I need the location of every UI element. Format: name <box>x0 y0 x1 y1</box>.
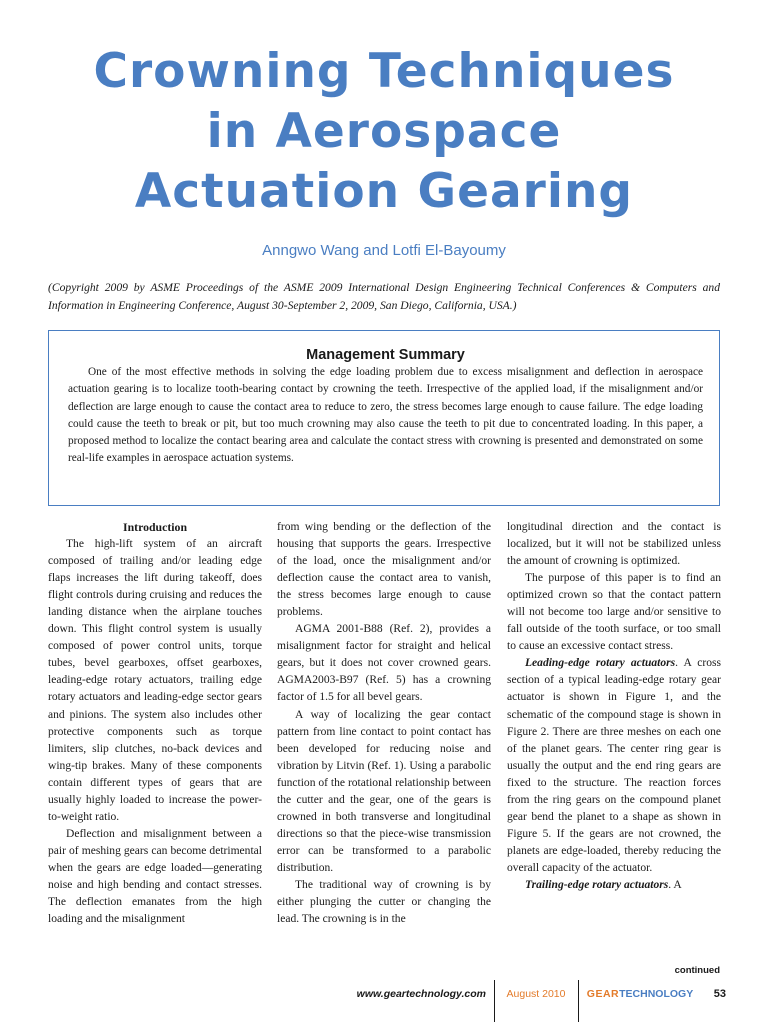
continued-label: continued <box>674 965 720 976</box>
article-authors: Anngwo Wang and Lotfi El-Bayoumy <box>262 242 506 259</box>
title-line: in Aerospace <box>206 104 562 159</box>
footer-divider <box>578 980 579 1022</box>
paragraph: AGMA 2001-B88 (Ref. 2), provides a misalignment factor for straight and helical gears, but it does not cover crowned gears. AGMA2003-B97 (Ref. 5) has a crowning factor of 1.5 for all bevel gears. <box>277 623 491 704</box>
copyright-note: (Copyright 2009 by ASME Proceedings of the ASME 2009 International Design Engineering Technical Conferences & Computers and Information in Engineering Conference, August 30-September 2, 2009, San Diego, California, USA.) <box>48 281 720 312</box>
paragraph-text: . A <box>668 878 682 891</box>
paragraph-text: . A cross section of a typical leading-edge rotary gear actuator is shown in Figure 1, and the schematic of the compound stage is shown in Figure 2. There are three meshes on each one of the planet gears. The center ring gear is usually the output and the end ring gears are fixed to the structure. The reaction forces from the ring gears on the compound planet gear bend the planet to a shape as shown in Figure 5. If the gears are not crowned, the planets are edge-loaded, thereby reducing the overall capacity of the actuator. <box>507 657 721 874</box>
title-line: Crowning Techniques <box>93 44 675 99</box>
paragraph: The traditional way of crowning is by either plunging the cutter or changing the lead. The crowning is in the <box>277 878 491 926</box>
footer-issue-date: August 2010 <box>506 988 566 1000</box>
paragraph: from wing bending or the deflection of the housing that supports the gears. Irrespective of the load, once the misalignment and/or deflection cause the contact area to vanish, the stress becomes large enough to cause problems. <box>277 521 491 619</box>
run-in-heading-trailing-edge: Trailing-edge rotary actuators <box>525 878 669 891</box>
section-heading-introduction: Introduction <box>122 520 188 534</box>
paragraph: Deflection and misalignment between a pair of meshing gears can become detrimental when the gears are edge loaded—generating noise and high bending and contact stresses. The deflection emanates from the high loading and the misalignment <box>48 827 262 926</box>
article-title <box>0 42 768 222</box>
paragraph: A way of localizing the gear contact pattern from line contact to point contact has been developed for reducing noise and vibration by Litvin (Ref. 1). Using a parabolic function of the rotational relationship between the cutter and the gear, one of the gears is crowned in both transverse and longitudinal directions so that the piece-wise transmission error can be transformed to a parabolic distribution. <box>277 708 491 874</box>
paragraph-leading-edge <box>507 655 721 877</box>
page-number: 53 <box>713 988 726 1000</box>
footer-website-link[interactable]: www.geartechnology.com <box>356 988 486 1000</box>
logo-gear-text: GEAR <box>586 988 620 1000</box>
management-summary-box <box>48 330 720 506</box>
paragraph: longitudinal direction and the contact is localized, but it will not be stabilized unless the amount of crowning is optimized. <box>507 521 721 568</box>
paragraph: The purpose of this paper is to find an optimized crown so that the contact pattern will not become too large and/or sensitive to fall outside of the tooth surface, or too small to cause an excessive contact stress. <box>507 572 721 653</box>
paragraph: The high-lift system of an aircraft composed of trailing and/or leading edge flaps increases the lift during takeoff, does flight controls during cruising and reduces the landing distance when the airplane touches down. This flight control system is usually composed of power control units, torque tubes, bevel gearboxes, offset gearboxes, leading-edge rotary actuators, trailing edge rotary actuators and leading-edge sector gears and pinions. The system also includes other protective components such as torque limiters, slip clutches, no-back devices and wing-tip brakes. Many of these components contain different types of gears that are usually highly loaded to increase the power-to-weight ratio. <box>48 538 262 823</box>
logo-technology-text: TECHNOLOGY <box>619 988 694 1000</box>
footer-magazine-logo <box>585 988 695 1000</box>
body-column-2 <box>277 519 491 928</box>
title-line: Actuation Gearing <box>134 164 634 219</box>
footer-divider <box>494 980 495 1022</box>
body-column-1 <box>48 519 262 928</box>
body-column-3 <box>507 519 721 894</box>
summary-title: Management Summary <box>306 347 465 363</box>
summary-text: One of the most effective methods in solving the edge loading problem due to excess misalignment and deflection in aerospace actuation gearing is to localize tooth-bearing contact by crowning the teeth. Irrespective of the applied load, if the misalignment and/or deflection are large enough to cause the contact area to reduce to zero, the stress becomes large enough to cause failure. The edge loading could cause the teeth to break or pit, but too much crowning may also cause the teeth to pit due to concentrated loading. In this paper, a proposed method to localize the contact bearing area and calculate the contact stress with crowning is presented and demonstrated on some real-life examples in aerospace actuation systems. <box>68 366 703 465</box>
run-in-heading-leading-edge: Leading-edge rotary actuators <box>525 657 676 670</box>
paragraph-trailing-edge <box>507 877 721 894</box>
